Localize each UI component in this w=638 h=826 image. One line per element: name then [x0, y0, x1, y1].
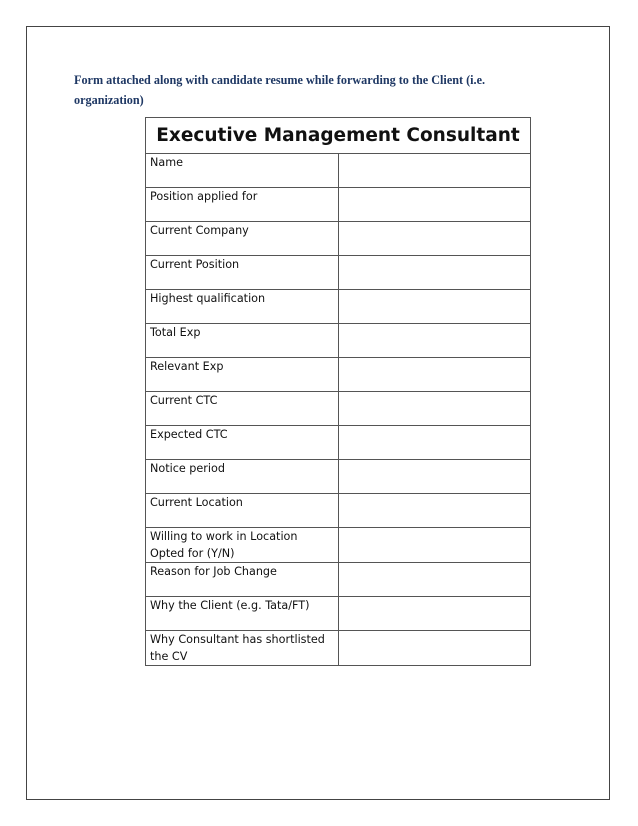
form-row-label-text: Relevant Exp [150, 360, 224, 373]
form-row-label [146, 392, 339, 426]
form-row-label [146, 460, 339, 494]
form-row [146, 154, 531, 188]
form-row-value[interactable] [338, 426, 531, 460]
form-row-value[interactable] [338, 358, 531, 392]
form-row-label [146, 528, 339, 563]
form-row-label [146, 222, 339, 256]
form-row-label [146, 631, 339, 666]
form-row-label-text: Total Exp [150, 326, 201, 339]
form-row-value[interactable] [338, 528, 531, 563]
form-row-value[interactable] [338, 392, 531, 426]
form-row-label-text: Why Consultant has shortlisted the CV [150, 633, 325, 663]
form-row-label [146, 324, 339, 358]
form-row [146, 460, 531, 494]
form-row-label [146, 188, 339, 222]
form-row-value[interactable] [338, 188, 531, 222]
form-row-label-text: Why the Client (e.g. Tata/FT) [150, 599, 310, 612]
form-row-value[interactable] [338, 494, 531, 528]
form-row [146, 290, 531, 324]
form-row-label [146, 597, 339, 631]
form-row-label [146, 256, 339, 290]
form-row [146, 597, 531, 631]
intro-text: Form attached along with candidate resume while forwarding to the Client (i.e. organization) [74, 73, 486, 107]
form-row [146, 631, 531, 666]
form-row-label-text: Position applied for [150, 190, 258, 203]
form-row-label-text: Current CTC [150, 394, 218, 407]
form-row-label [146, 494, 339, 528]
form-row-label-text: Name [150, 156, 184, 169]
form-title: Executive Management Consultant [146, 118, 531, 154]
form-row-label [146, 358, 339, 392]
form-row-label [146, 154, 339, 188]
form-row-label-text: Willing to work in Location Opted for (Y/N) [150, 530, 298, 560]
form-row [146, 392, 531, 426]
candidate-form-table [145, 117, 531, 666]
form-row-label [146, 290, 339, 324]
form-row [146, 222, 531, 256]
form-row-value[interactable] [338, 256, 531, 290]
form-row-label-text: Highest qualification [150, 292, 266, 305]
form-row-label-text: Reason for Job Change [150, 565, 277, 578]
form-row-label-text: Expected CTC [150, 428, 228, 441]
form-row [146, 426, 531, 460]
form-row-label [146, 563, 339, 597]
form-row-value[interactable] [338, 324, 531, 358]
form-row-value[interactable] [338, 222, 531, 256]
form-row [146, 324, 531, 358]
form-row-label-text: Current Location [150, 496, 243, 509]
form-row [146, 256, 531, 290]
form-row [146, 563, 531, 597]
form-row-value[interactable] [338, 563, 531, 597]
form-row-value[interactable] [338, 631, 531, 666]
form-row-value[interactable] [338, 290, 531, 324]
form-row [146, 188, 531, 222]
form-row-label [146, 426, 339, 460]
form-row [146, 528, 531, 563]
form-row [146, 494, 531, 528]
form-row-value[interactable] [338, 460, 531, 494]
form-row-value[interactable] [338, 597, 531, 631]
form-row-label-text: Notice period [150, 462, 225, 475]
form-row-label-text: Current Position [150, 258, 240, 271]
form-row-value[interactable] [338, 154, 531, 188]
form-row-label-text: Current Company [150, 224, 249, 237]
form-row [146, 358, 531, 392]
